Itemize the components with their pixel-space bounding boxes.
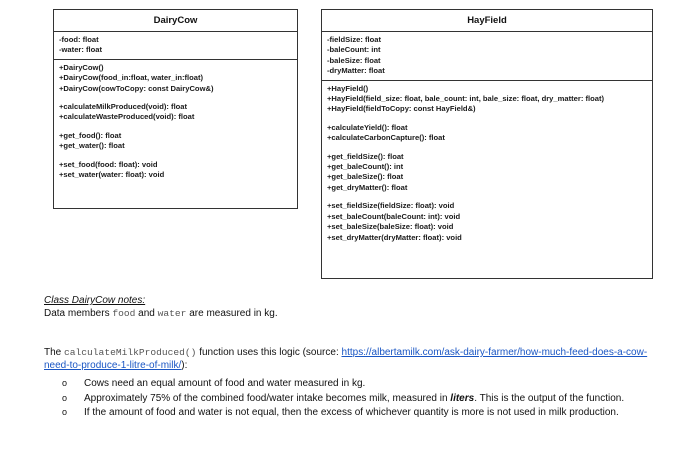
dairycow-method: +calculateWasteProduced(void): float	[59, 112, 195, 122]
code-calculate-milk: calculateMilkProduced()	[64, 347, 197, 358]
dairycow-method: +calculateMilkProduced(void): float	[59, 102, 188, 112]
dairycow-notes	[44, 294, 278, 320]
hayfield-attributes	[322, 32, 652, 81]
notes-text: are measured in kg.	[186, 308, 278, 319]
dairycow-attribute: -water: float	[59, 45, 103, 55]
hayfield-method: +set_baleCount(baleCount: int): void	[327, 211, 461, 221]
hayfield-method: +HayField(fieldToCopy: const HayField&)	[327, 104, 476, 114]
hayfield-attribute: -baleCount: int	[327, 45, 381, 55]
logic-paragraph	[44, 346, 664, 372]
hayfield-methods	[322, 81, 652, 246]
logic-text: function uses this logic (source:	[196, 347, 342, 358]
dairycow-attributes	[54, 32, 297, 60]
hayfield-method: +set_baleSize(baleSize: float): void	[327, 222, 454, 232]
hayfield-method: +get_fieldSize(): float	[327, 151, 404, 161]
logic-text: The	[44, 347, 65, 358]
dairycow-method: +DairyCow()	[59, 62, 104, 72]
hayfield-attribute: -fieldSize: float	[327, 35, 382, 44]
hayfield-method: +HayField(field_size: float, bale_count: int, bale_size: float, dry_matter: float)	[327, 94, 605, 104]
source-link[interactable]: https://albertamilk.com/ask-dairy-farmer/how-much-feed-does-a-cow-need-to-produce-1-litre-of-milk/	[44, 347, 648, 371]
notes-text: Data members	[44, 308, 113, 319]
dairycow-attribute: -food: float	[59, 35, 99, 44]
hayfield-class-box	[321, 9, 653, 279]
dairycow-method: +DairyCow(food_in:float, water_in:float)	[59, 73, 204, 83]
notes-header: Class DairyCow notes:	[44, 295, 146, 306]
logic-bullets	[62, 377, 662, 421]
bullet-marker: o	[62, 392, 68, 403]
dairycow-class-name: DairyCow	[54, 10, 297, 32]
hayfield-method: +get_baleCount(): int	[327, 162, 404, 172]
bullet-emphasis: liters	[450, 392, 475, 404]
hayfield-class-name: HayField	[322, 10, 652, 32]
bullet-marker: o	[62, 378, 68, 388]
hayfield-method: +get_baleSize(): float	[327, 172, 404, 182]
bullet-item	[62, 406, 662, 420]
logic-text: ):	[181, 360, 188, 371]
dairycow-method: +set_water(water: float): void	[59, 170, 165, 180]
dairycow-method: +DairyCow(cowToCopy: const DairyCow&)	[59, 83, 214, 93]
bullet-text: If the amount of food and water is not equal, then the excess of whichever quantity is more is not used in milk production.	[84, 407, 619, 419]
dairycow-method: +get_water(): float	[59, 141, 125, 151]
dairycow-method: +set_food(food: float): void	[59, 159, 158, 169]
notes-text: and	[135, 308, 158, 319]
dairycow-methods	[54, 60, 297, 184]
bullet-text: . This is the output of the function.	[474, 392, 625, 404]
bullet-text: Approximately 75% of the combined food/water intake becomes milk, measured in	[84, 392, 451, 404]
hayfield-method: +set_fieldSize(fieldSize: float): void	[327, 201, 455, 211]
bullet-item	[62, 377, 662, 391]
dairycow-method: +get_food(): float	[59, 130, 122, 140]
bullet-item	[62, 392, 662, 406]
hayfield-attribute: -baleSize: float	[327, 55, 381, 65]
code-food: food	[112, 308, 136, 319]
hayfield-method: +calculateCarbonCapture(): float	[327, 133, 445, 143]
bullet-marker: o	[62, 407, 68, 418]
notes-line	[44, 307, 278, 320]
hayfield-method: +HayField()	[327, 83, 369, 93]
dairycow-class-box	[53, 9, 298, 209]
hayfield-attribute: -dryMatter: float	[327, 66, 385, 76]
bullet-text: Cows need an equal amount of food and water measured in kg.	[84, 378, 366, 389]
code-water: water	[157, 308, 187, 319]
hayfield-method: +calculateYield(): float	[327, 122, 408, 132]
hayfield-method: +get_dryMatter(): float	[327, 182, 408, 192]
hayfield-method: +set_dryMatter(dryMatter: float): void	[327, 232, 462, 242]
